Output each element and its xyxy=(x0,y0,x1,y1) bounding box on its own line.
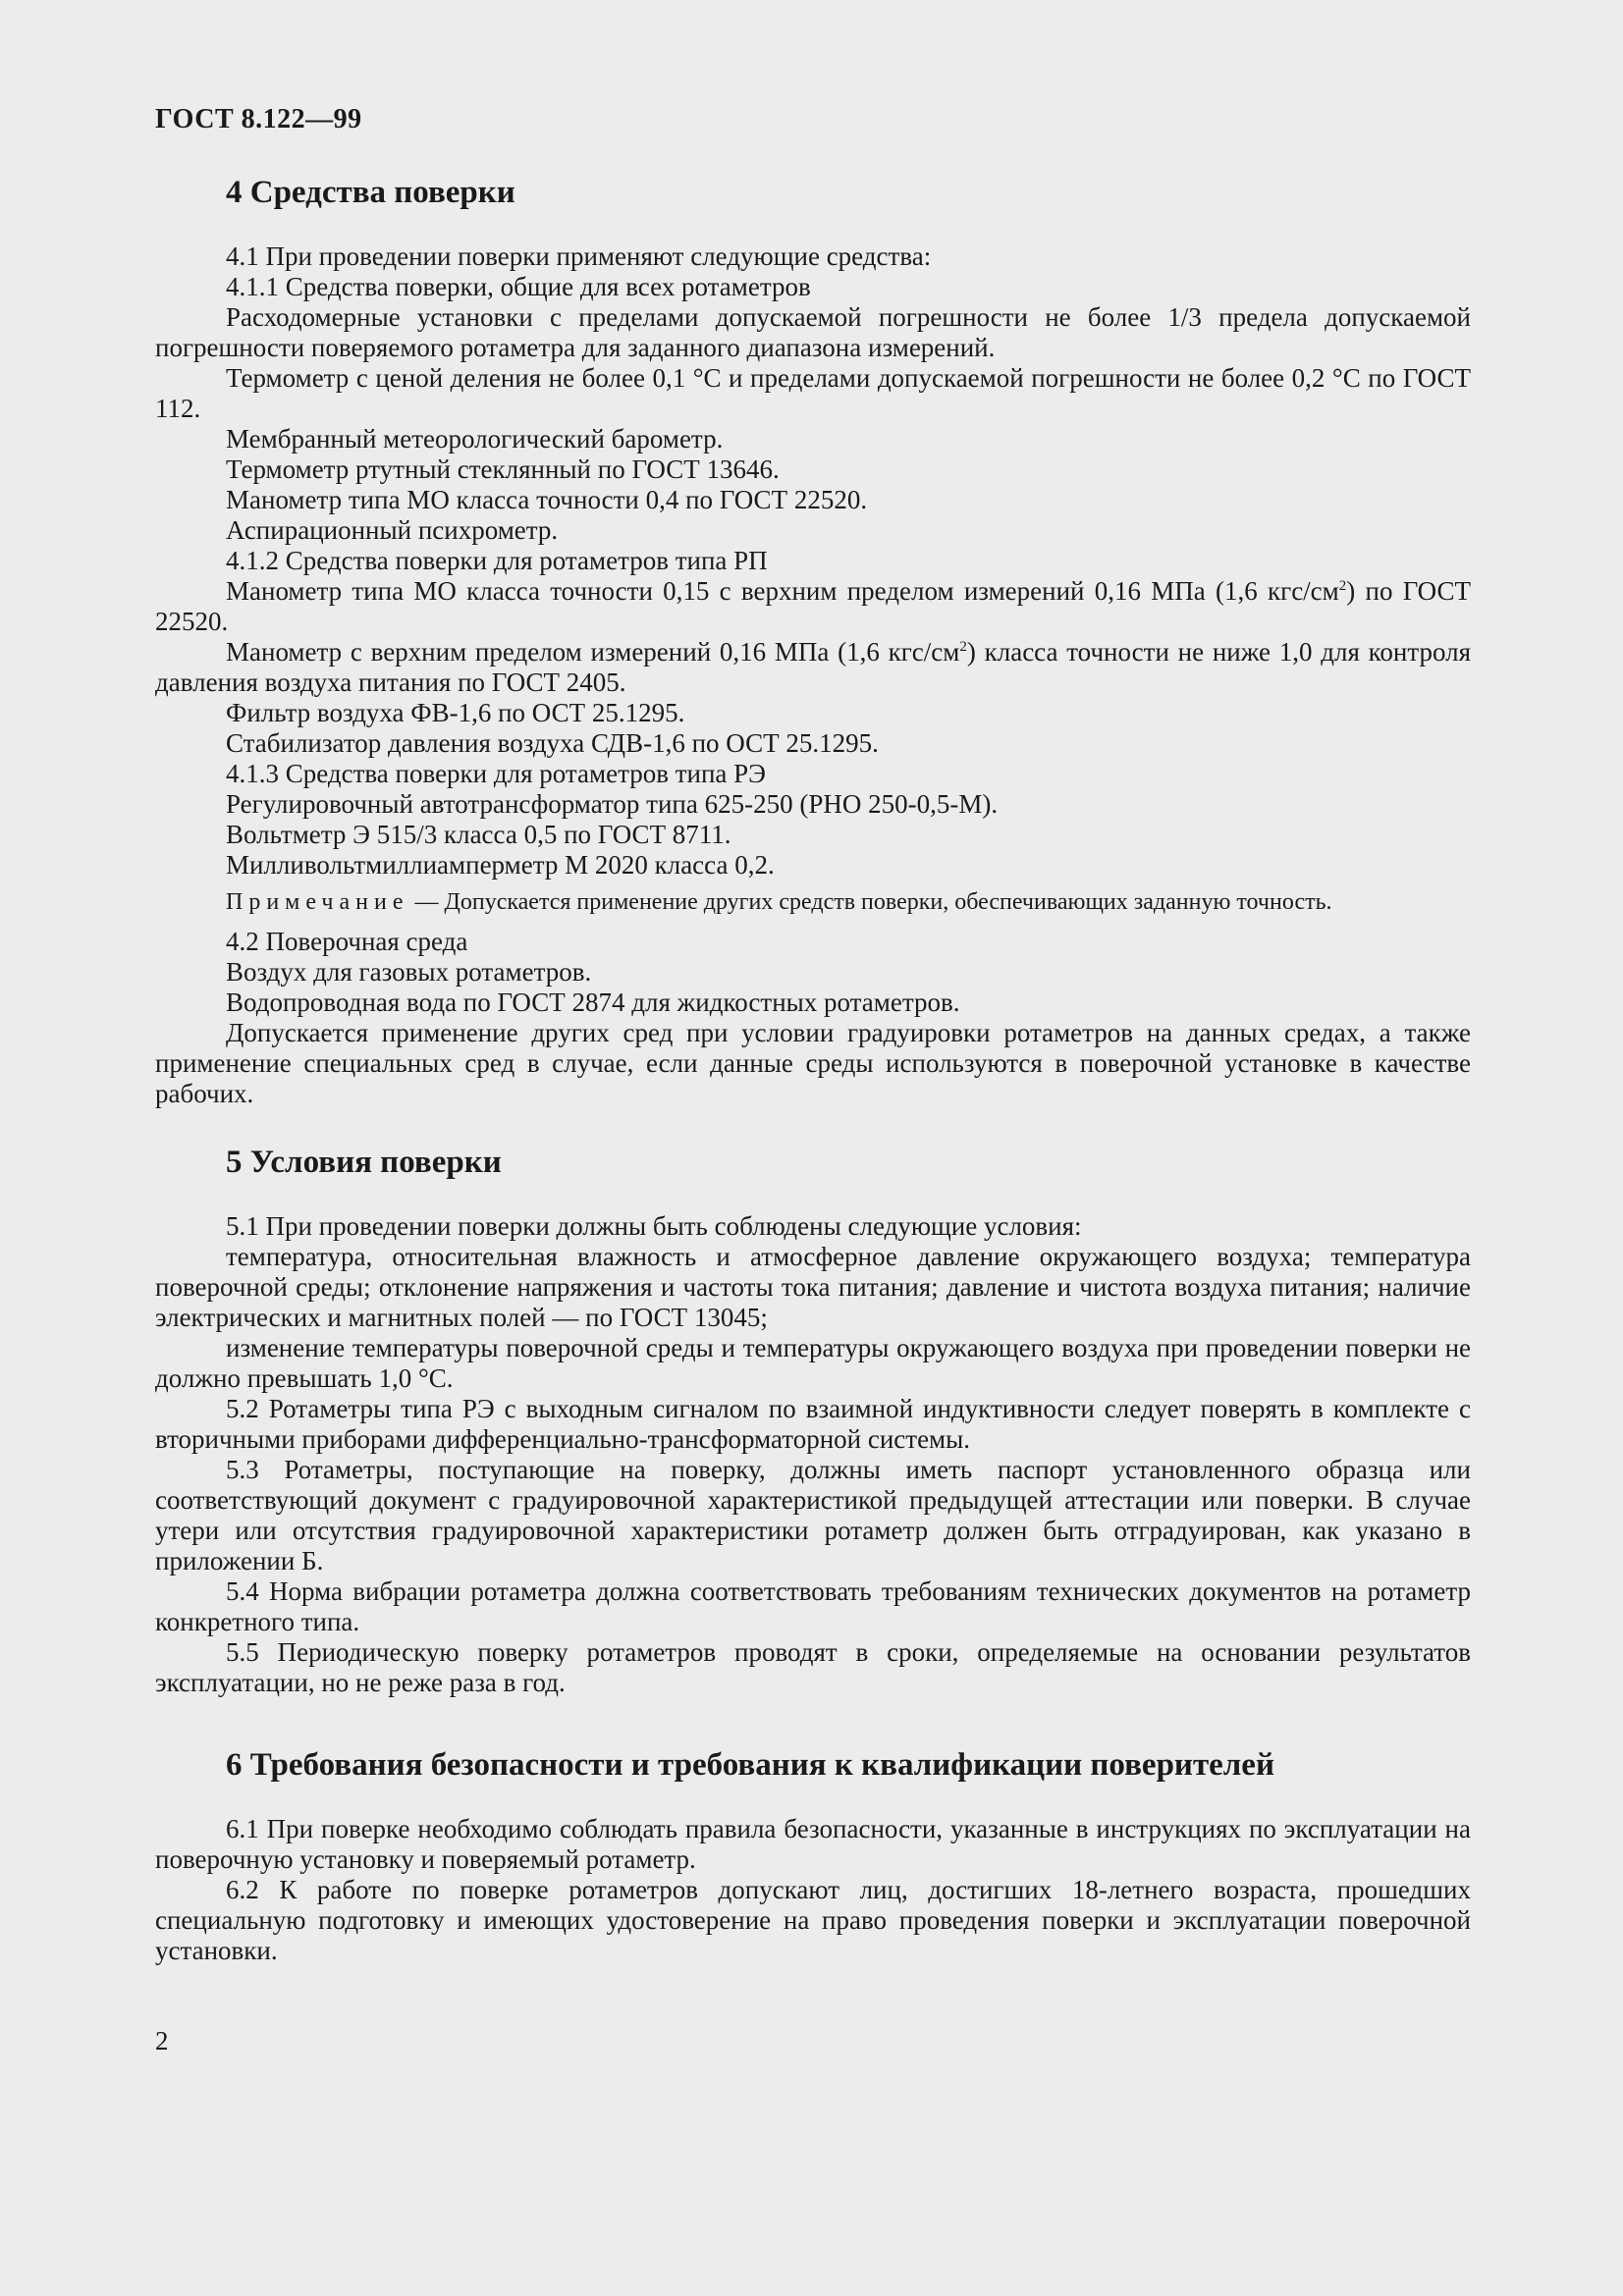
paragraph: 4.1 При проведении поверки применяют следующие средства: xyxy=(226,241,932,271)
text-part: ) по ГОСТ 22520. xyxy=(155,576,1471,636)
superscript: 2 xyxy=(1338,578,1347,594)
text-part: Манометр с верхним пределом измерений 0,16 МПа (1,6 кгс/см xyxy=(226,637,960,667)
note xyxy=(155,888,1471,917)
paragraph: Допускается применение других сред при условии градуировки ротаметров на данных средах, а также применение специальных сред в случае, если данные среды используются в поверочной установке в качестве рабочих. xyxy=(155,1018,1471,1108)
paragraph: Манометр типа МО класса точности 0,4 по ГОСТ 22520. xyxy=(226,485,868,514)
paragraph: Стабилизатор давления воздуха СДВ-1,6 по ОСТ 25.1295. xyxy=(226,728,879,758)
document-body xyxy=(155,173,1471,1966)
paragraph: Аспирационный психрометр. xyxy=(226,515,559,545)
paragraph: изменение температуры поверочной среды и температуры окружающего воздуха при проведении поверки не должно превышать 1,0 °С. xyxy=(155,1333,1471,1393)
paragraph: Милливольтмиллиамперметр М 2020 класса 0,2. xyxy=(226,850,775,880)
paragraph: Фильтр воздуха ФВ-1,6 по ОСТ 25.1295. xyxy=(226,698,685,727)
paragraph: 5.4 Норма вибрации ротаметра должна соответствовать требованиям технических документов на ротаметр конкретного типа. xyxy=(155,1576,1471,1636)
paragraph-manometer-1 xyxy=(155,576,1471,637)
section-5-title: 5 Условия поверки xyxy=(226,1145,502,1180)
paragraph: 5.1 При проведении поверки должны быть соблюдены следующие условия: xyxy=(226,1211,1082,1241)
paragraph: 5.3 Ротаметры, поступающие на поверку, должны иметь паспорт установленного образца или соответствующий документ с градуировочной характеристикой предыдущей аттестации или поверки. В случае утери или отсутствия градуировочной характеристики ротаметр должен быть отградуирован, как указано в приложении Б. xyxy=(155,1455,1471,1575)
text-part: Манометр типа МО класса точности 0,15 с верхним пределом измерений 0,16 МПа (1,6 кгс/см xyxy=(226,576,1339,606)
paragraph: 4.1.3 Средства поверки для ротаметров типа РЭ xyxy=(226,759,766,788)
paragraph: Термометр с ценой деления не более 0,1 °С и пределами допускаемой погрешности не более 0,2 °С по ГОСТ 112. xyxy=(155,363,1471,423)
spacer xyxy=(155,1109,1471,1143)
paragraph: 5.2 Ротаметры типа РЭ с выходным сигналом по взаимной индуктивности следует поверять в комплекте с вторичными приборами дифференциально-трансформаторной системы. xyxy=(155,1394,1471,1454)
paragraph: 4.2 Поверочная среда xyxy=(226,927,468,956)
paragraph: 4.1.2 Средства поверки для ротаметров типа РП xyxy=(226,546,768,575)
paragraph: 6.1 При поверке необходимо соблюдать правила безопасности, указанные в инструкциях по эксплуатации на поверочную установку и поверяемый ротаметр. xyxy=(155,1814,1471,1874)
paragraph: Регулировочный автотрансформатор типа 625-250 (РНО 250-0,5-М). xyxy=(226,789,999,819)
superscript: 2 xyxy=(959,639,967,655)
paragraph: 4.1.1 Средства поверки, общие для всех ротаметров xyxy=(226,272,811,301)
text-part: ) класса точности не ниже 1,0 для контроля давления воздуха питания по ГОСТ 2405. xyxy=(155,637,1471,697)
paragraph: Термометр ртутный стеклянный по ГОСТ 13646. xyxy=(226,454,780,484)
paragraph: Воздух для газовых ротаметров. xyxy=(226,957,592,987)
section-4-title: 4 Средства поверки xyxy=(226,175,515,210)
page-number: 2 xyxy=(155,2026,169,2056)
paragraph: Водопроводная вода по ГОСТ 2874 для жидкостных ротаметров. xyxy=(226,988,960,1017)
note-label: Примечание xyxy=(226,889,409,915)
paragraph: Вольтметр Э 515/3 класса 0,5 по ГОСТ 8711. xyxy=(226,820,731,849)
paragraph: 5.5 Периодическую поверку ротаметров проводят в сроки, определяемые на основании результатов эксплуатации, но не реже раза в год. xyxy=(155,1637,1471,1697)
paragraph: Расходомерные установки с пределами допускаемой погрешности не более 1/3 предела допускаемой погрешности поверяемого ротаметра для заданного диапазона измерений. xyxy=(155,302,1471,362)
spacer xyxy=(155,1698,1471,1745)
section-6-title: 6 Требования безопасности и требования к квалификации поверителей xyxy=(226,1747,1274,1783)
paragraph: температура, относительная влажность и атмосферное давление окружающего воздуха; температура поверочной среды; отклонение напряжения и частоты тока питания; давление и чистота воздуха питания; наличие электрических и магнитных полей — по ГОСТ 13045; xyxy=(155,1242,1471,1332)
paragraph-manometer-2 xyxy=(155,637,1471,698)
paragraph: 6.2 К работе по поверке ротаметров допускают лиц, достигших 18-летнего возраста, прошедших специальную подготовку и имеющих удостоверение на право проведения поверки и эксплуатации поверочной установки. xyxy=(155,1875,1471,1965)
document-header: ГОСТ 8.122—99 xyxy=(155,104,362,134)
paragraph: Мембранный метеорологический барометр. xyxy=(226,424,724,454)
note-text: — Допускается применение других средств поверки, обеспечивающих заданную точность. xyxy=(408,889,1332,915)
